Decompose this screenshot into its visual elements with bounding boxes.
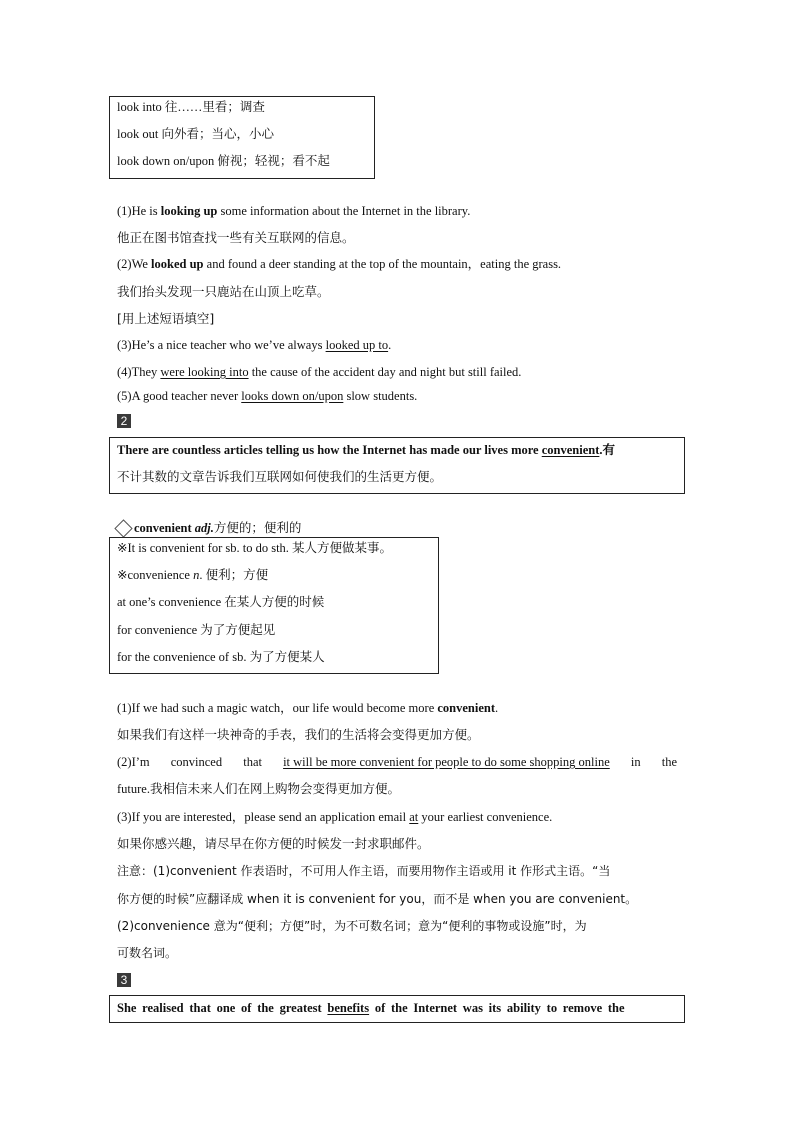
phrase-box-look — [109, 96, 375, 179]
answer-5: looks down on/upon — [241, 389, 344, 403]
note-line-3: (2)convenience 意为“便利；方便”时，为不可数名词；意为“便利的事物或设施”时，为 — [117, 919, 587, 933]
example-sentence-c2: (2)I’m convinced that it will be more convenient for people to do some shopping online in the — [117, 755, 677, 769]
note-line-4: 可数名词。 — [117, 946, 178, 960]
usage-box-convenient — [109, 537, 439, 674]
key-sentence-en-2: There are countless articles telling us how the Internet has made our lives more convenient.有 — [117, 443, 616, 457]
example-sentence-1: (1)He is looking up some information about the Internet in the library. — [117, 204, 471, 218]
example-sentence-c3: (3)If you are interested，please send an application email at your earliest convenience. — [117, 810, 553, 824]
phrase-look-down-on: look down on/upon 俯视；轻视；看不起 — [117, 154, 330, 168]
note-line-1: 注意：(1)convenient 作表语时，不可用人作主语，而要用物作主语或用 it 作形式主语。“当 — [117, 864, 611, 878]
exercise-5: (5)A good teacher never looks down on/upon slow students. — [117, 389, 418, 403]
example-translation-c3: 如果你感兴趣，请尽早在你方便的时候发一封求职邮件。 — [117, 836, 430, 851]
example-translation-1: 他正在图书馆查找一些有关互联网的信息。 — [117, 230, 355, 245]
example-sentence-c1: (1)If we had such a magic watch，our life would become more convenient. — [117, 701, 499, 715]
usage-line-3: at one’s convenience 在某人方便的时候 — [117, 595, 325, 609]
answer-c3: at — [409, 810, 419, 824]
example-sentence-2: (2)We looked up and found a deer standing at the top of the mountain，eating the grass. — [117, 257, 562, 271]
usage-line-1: ※It is convenient for sb. to do sth. 某人方便做某事。 — [117, 541, 393, 555]
answer-4: were looking into — [160, 365, 249, 379]
answer-3: looked up to — [325, 338, 389, 352]
example-translation-2: 我们抬头发现一只鹿站在山顶上吃草。 — [117, 284, 330, 299]
exercise-3: (3)He’s a nice teacher who we’ve always looked up to. — [117, 338, 392, 352]
exercise-instruction: [用上述短语填空] — [117, 311, 215, 326]
example-sentence-c2-line2: future.我相信未来人们在网上购物会变得更加方便。 — [117, 782, 400, 796]
phrase-look-out: look out 向外看；当心，小心 — [117, 127, 274, 141]
example-translation-c1: 如果我们有这样一块神奇的手表，我们的生活将会变得更加方便。 — [117, 727, 480, 742]
diamond-bullet-icon — [114, 519, 132, 537]
phrase-look-into: look into 往……里看；调查 — [117, 100, 265, 114]
key-sentence-en-3: She realised that one of the greatest benefits of the Internet was its ability to remove the — [117, 1001, 625, 1015]
answer-c2: it will be more convenient for people to do some shopping online — [283, 755, 610, 769]
key-sentence-box-3 — [109, 995, 685, 1023]
section-number-3: 3 — [117, 973, 131, 987]
usage-line-4: for convenience 为了方便起见 — [117, 623, 276, 637]
section-number-2: 2 — [117, 414, 131, 428]
key-sentence-cn-2: 不计其数的文章告诉我们互联网如何使我们的生活更方便。 — [117, 469, 443, 484]
usage-line-2: ※convenience n. 便利；方便 — [117, 568, 269, 582]
usage-line-5: for the convenience of sb. 为了方便某人 — [117, 650, 325, 664]
key-sentence-box-2 — [109, 437, 685, 494]
word-heading-convenient: convenient adj.方便的；便利的 — [117, 520, 301, 536]
note-line-2: 你方便的时候”应翻译成 when it is convenient for you，而不是 when you are convenient。 — [117, 892, 638, 906]
exercise-4: (4)They were looking into the cause of the accident day and night but still failed. — [117, 365, 522, 379]
